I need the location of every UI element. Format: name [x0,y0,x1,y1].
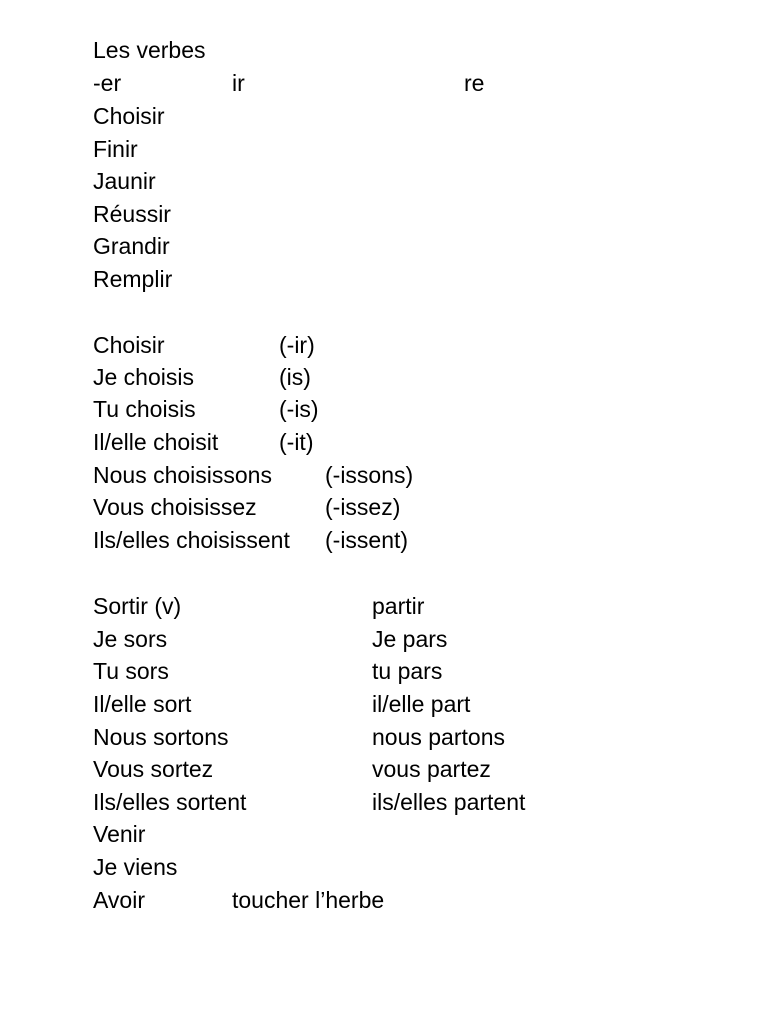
venir-line: Venir [93,821,146,847]
partir-form: ils/elles partent [372,789,526,815]
partir-form: il/elle part [372,691,471,717]
sortir-form: Ils/elles sortent [93,789,247,815]
document-heading: Les verbes [93,37,206,63]
partir-form: tu pars [372,658,443,684]
ending-ir: ir [232,70,245,96]
conjugation-ending: (-issent) [325,527,409,553]
conjugation-form: Ils/elles choisissent [93,527,290,553]
ir-verb: Finir [93,136,138,162]
partir-form: partir [372,593,425,619]
ir-verb: Jaunir [93,168,156,194]
conjugation-ending: (-it) [279,429,314,455]
ir-verb: Choisir [93,103,165,129]
ir-verb: Réussir [93,201,171,227]
conjugation-ending: (-issez) [325,494,401,520]
conjugation-ending: (-issons) [325,462,414,488]
conjugation-form: Il/elle choisit [93,429,219,455]
venir-line: Je viens [93,854,178,880]
sortir-form: Tu sors [93,658,169,684]
sortir-form: Nous sortons [93,724,229,750]
partir-form: vous partez [372,756,491,782]
sortir-form: Sortir (v) [93,593,182,619]
sortir-form: Je sors [93,626,168,652]
conjugation-ending: (-is) [279,396,319,422]
conjugation-form: Tu choisis [93,396,196,422]
last-row-right: toucher l’herbe [232,887,385,913]
ending-er: -er [93,70,122,96]
partir-form: nous partons [372,724,505,750]
last-row-left: Avoir [93,887,145,913]
partir-form: Je pars [372,626,448,652]
conjugation-form: Vous choisissez [93,494,257,520]
conjugation-form: Choisir [93,332,165,358]
ir-verb: Remplir [93,266,173,292]
conjugation-form: Nous choisissons [93,462,272,488]
ir-verb: Grandir [93,233,170,259]
conjugation-ending: (is) [279,364,311,390]
ending-re: re [464,70,485,96]
sortir-form: Il/elle sort [93,691,192,717]
conjugation-ending: (-ir) [279,332,315,358]
sortir-form: Vous sortez [93,756,214,782]
conjugation-form: Je choisis [93,364,194,390]
